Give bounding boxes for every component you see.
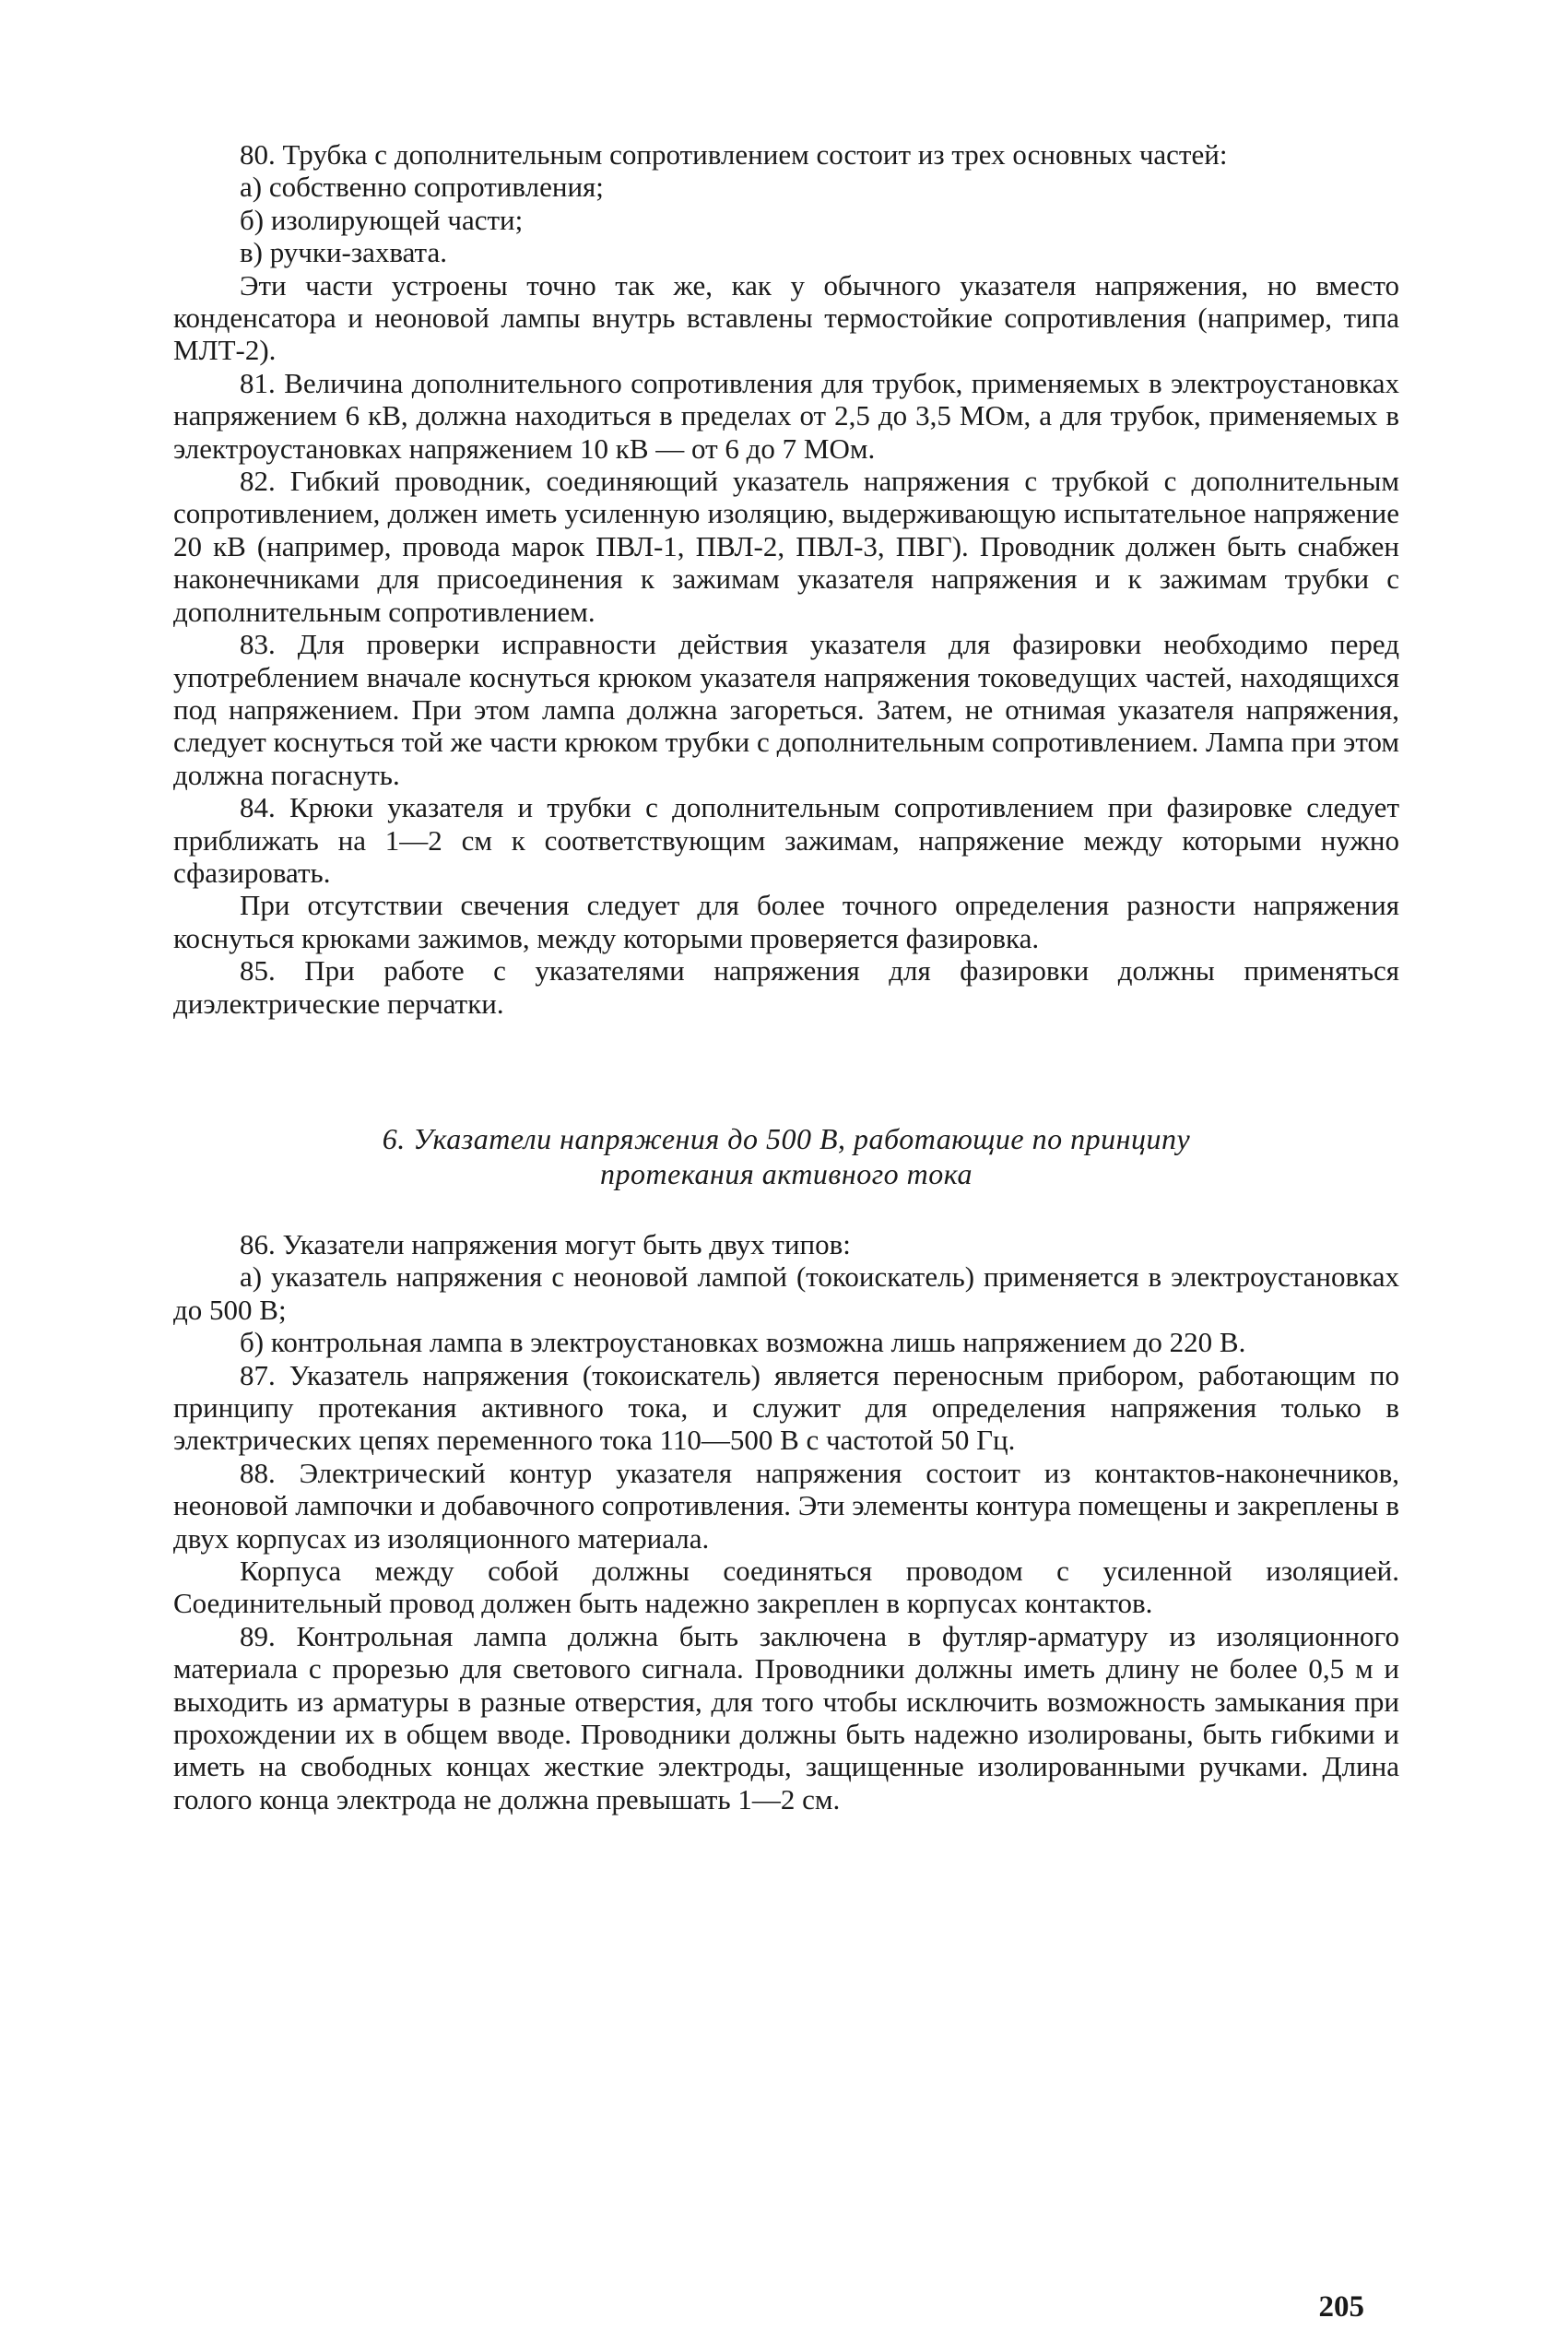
paragraph: 84. Крюки указателя и трубки с дополнительным сопротивлением при фазировке следует приближать на 1—2 см к соответствующим зажимам, напряжение между которыми нужно сфазировать.	[173, 791, 1399, 889]
paragraph: 83. Для проверки исправности действия указателя для фазировки необходимо перед употреблением вначале коснуться крюком указателя напряжения токоведущих частей, находящихся под напряжением. При этом лампа должна загореться. Затем, не отнимая указателя напряжения, следует коснуться той же части крюком трубки с дополнительным сопротивлением. Лампа при этом должна погаснуть.	[173, 628, 1399, 791]
section-spacer	[173, 1020, 1399, 1121]
paragraph: 81. Величина дополнительного сопротивления для трубок, применяемых в электроустановках напряжением 6 кВ, должна находиться в пределах от 2,5 до 3,5 МОм, а для трубок, применяемых в электроустановках напряжением 10 кВ — от 6 до 7 МОм.	[173, 366, 1399, 465]
section-heading-line-1: 6. Указатели напряжения до 500 В, работающие по принципу	[382, 1121, 1191, 1155]
paragraph: Корпуса между собой должны соединяться проводом с усиленной изоляцией. Соединительный провод должен быть надежно закреплен в корпусах контактов.	[173, 1555, 1399, 1620]
text-block-top	[173, 138, 1399, 1020]
paragraph: 87. Указатель напряжения (токоискатель) является переносным прибором, работающим по принципу протекания активного тока, и служит для определения напряжения только в электрических цепях переменного тока 110—500 В с частотой 50 Гц.	[173, 1358, 1399, 1457]
paragraph: 85. При работе с указателями напряжения для фазировки должны применяться диэлектрические перчатки.	[173, 954, 1399, 1020]
paragraph: 80. Трубка с дополнительным сопротивлением состоит из трех основных частей:	[240, 138, 1228, 171]
paragraph: а) собственно сопротивления;	[240, 171, 604, 204]
paragraph: 89. Контрольная лампа должна быть заключена в футляр-арматуру из изоляционного материала с прорезью для светового сигнала. Проводники должны иметь длину не более 0,5 м и выходить из арматуры в разные отверстия, для того чтобы исключить возможность замыкания при прохождении их в общем вводе. Проводники должны быть надежно изолированы, быть гибкими и иметь на свободных концах жесткие электроды, защищенные изолированными ручками. Длина голого конца электрода не должна превышать 1—2 см.	[173, 1619, 1399, 1816]
document-page	[173, 138, 1399, 2324]
paragraph: При отсутствии свечения следует для более точного определения разности напряжения коснуться крюками зажимов, между которыми проверяется фазировка.	[173, 889, 1399, 954]
paragraph: 88. Электрический контур указателя напряжения состоит из контактов-наконечников, неоновой лампочки и добавочного сопротивления. Эти элементы контура помещены и закреплены в двух корпусах из изоляционного материала.	[173, 1456, 1399, 1555]
paragraph: в) ручки-захвата.	[240, 236, 447, 269]
paragraph: б) контрольная лампа в электроустановках возможна лишь напряжением до 220 В.	[240, 1326, 1246, 1359]
paragraph: 86. Указатели напряжения могут быть двух типов:	[240, 1227, 851, 1260]
page-number: 205	[1318, 2290, 1364, 2324]
text-block-bottom	[173, 1228, 1399, 1816]
paragraph: 82. Гибкий проводник, соединяющий указатель напряжения с трубкой с дополнительным сопротивлением, должен иметь усиленную изоляцию, выдерживающую испытательное напряжение 20 кВ (например, провода марок ПВЛ-1, ПВЛ-2, ПВЛ-3, ПВГ). Проводник должен быть снабжен наконечниками для присоединения к зажимам указателя напряжения и к зажимам трубки с дополнительным сопротивлением.	[173, 465, 1399, 628]
heading-spacer	[173, 1191, 1399, 1228]
section-heading-line-2: протекания активного тока	[600, 1156, 973, 1190]
paragraph: б) изолирующей части;	[240, 203, 524, 236]
paragraph: Эти части устроены точно так же, как у обычного указателя напряжения, но вместо конденсатора и неоновой лампы внутрь вставлены термостойкие сопротивления (например, типа МЛТ-2).	[173, 268, 1399, 367]
paragraph: а) указатель напряжения с неоновой лампой (токоискатель) применяется в электроустановках до 500 В;	[173, 1260, 1399, 1326]
